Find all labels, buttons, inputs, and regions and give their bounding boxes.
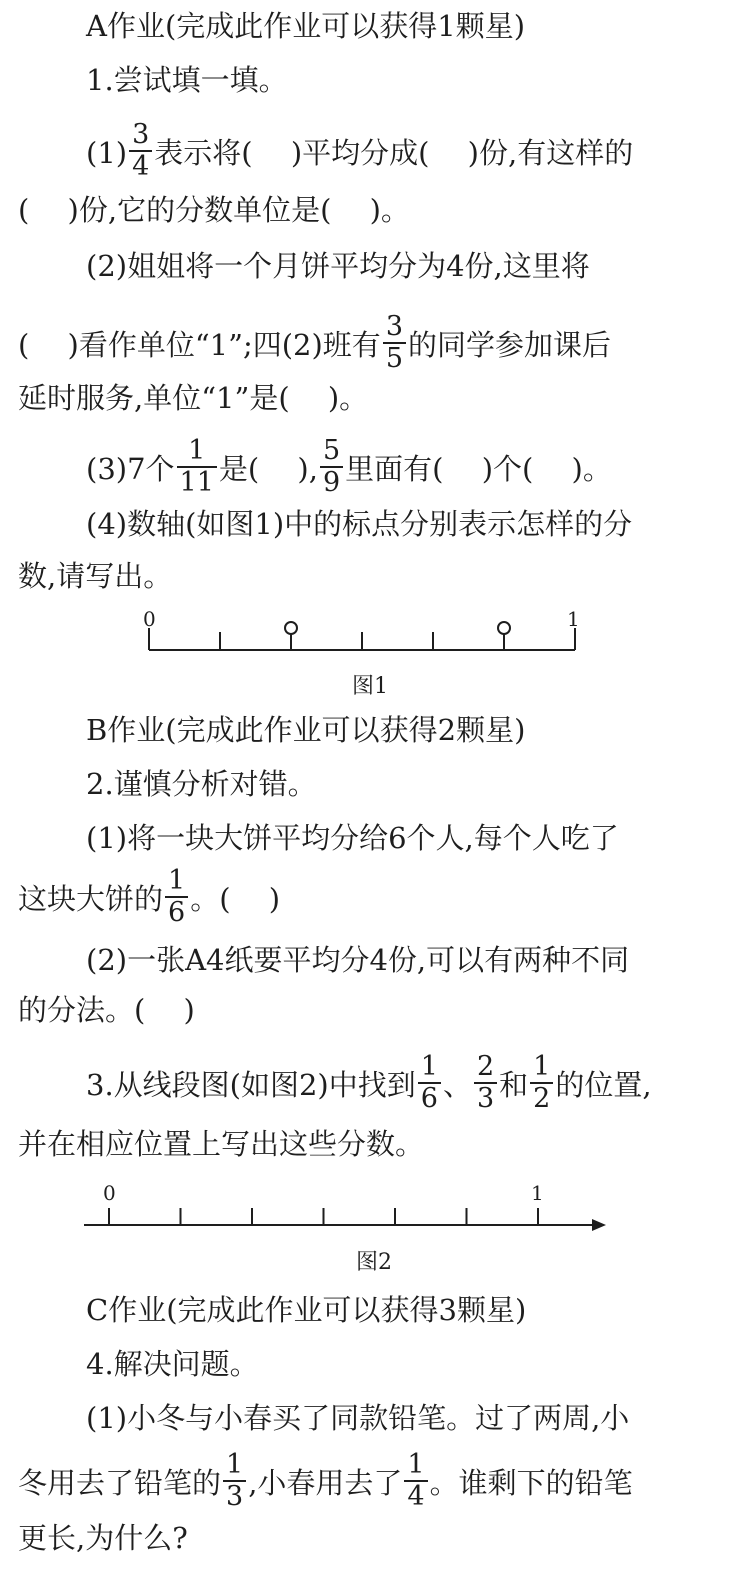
fraction-1-6: $\frac{1}{6}$ — [165, 866, 188, 928]
question-text: 的位置, — [555, 1068, 652, 1102]
question-text: 。谁剩下的铅笔 — [429, 1466, 633, 1500]
label-1: 1 — [567, 607, 580, 631]
fraction-3-5: $\frac{3}{5}$ — [383, 312, 406, 374]
question-2-2-line2: 的分法。( ) — [18, 993, 195, 1027]
section-b-heading: B作业(完成此作业可以获得2颗星) — [86, 713, 526, 747]
separator: 和 — [499, 1068, 529, 1102]
arrow-head-icon — [592, 1219, 606, 1231]
question-text: 是( ), — [218, 452, 318, 486]
fraction-2-3: $\frac{2}{3}$ — [474, 1052, 497, 1114]
question-text: 。( ) — [190, 882, 281, 916]
fraction-1-3: $\frac{1}{3}$ — [223, 1450, 246, 1512]
question-2-title: 2.谨慎分析对错。 — [86, 767, 317, 801]
question-3-line2: 并在相应位置上写出这些分数。 — [18, 1127, 425, 1161]
separator: 、 — [442, 1068, 472, 1102]
question-text: ,小春用去了 — [248, 1466, 403, 1500]
item-number: (1) — [86, 136, 128, 170]
question-1-2-line3: 延时服务,单位“1”是( )。 — [18, 381, 369, 415]
fraction-5-9: $\frac{5}{9}$ — [320, 436, 343, 498]
question-text: 3.从线段图(如图2)中找到 — [86, 1068, 416, 1102]
question-4-title: 4.解决问题。 — [86, 1347, 259, 1381]
question-1-title: 1.尝试填一填。 — [86, 63, 288, 97]
label-1: 1 — [531, 1181, 544, 1205]
figure-2-caption: 图2 — [356, 1250, 392, 1275]
section-c-heading: C作业(完成此作业可以获得3颗星) — [86, 1293, 527, 1327]
label-0: 0 — [143, 607, 156, 631]
label-0: 0 — [103, 1181, 116, 1205]
fraction-1-2: $\frac{1}{2}$ — [530, 1052, 553, 1114]
figure-1-caption: 图1 — [352, 674, 388, 699]
question-text: 里面有( )个( )。 — [345, 452, 612, 486]
question-text: ( )看作单位“1”;四(2)班有 — [18, 328, 381, 362]
question-4-1-line1: (1)小冬与小春买了同款铅笔。过了两周,小 — [86, 1401, 630, 1435]
question-1-4-line1: (4)数轴(如图1)中的标点分别表示怎样的分 — [86, 507, 633, 541]
question-text: 的同学参加课后 — [408, 328, 612, 362]
fraction-1-4: $\frac{1}{4}$ — [404, 1450, 427, 1512]
question-2-1-line1: (1)将一块大饼平均分给6个人,每个人吃了 — [86, 821, 619, 855]
question-text: 冬用去了铅笔的 — [18, 1466, 222, 1500]
question-4-1-line3: 更长,为什么? — [18, 1521, 188, 1555]
question-text: (3)7个 — [86, 452, 175, 486]
question-text: 这块大饼的 — [18, 882, 164, 916]
section-a-heading: A作业(完成此作业可以获得1颗星) — [86, 9, 526, 43]
question-text: 表示将( )平均分成( )份,有这样的 — [154, 136, 634, 170]
question-2-2-line1: (2)一张A4纸要平均分4份,可以有两种不同 — [86, 943, 630, 977]
question-1-1-line2: ( )份,它的分数单位是( )。 — [18, 193, 410, 227]
question-4-1-line2 — [18, 1449, 633, 1512]
fraction-1-6: $\frac{1}{6}$ — [418, 1052, 441, 1114]
fraction-1-11: $\frac{1}{11}$ — [177, 436, 217, 498]
fraction-3-4: $\frac{3}{4}$ — [129, 120, 152, 182]
question-1-2-line1: (2)姐姐将一个月饼平均分为4份,这里将 — [86, 249, 590, 283]
question-1-4-line2: 数,请写出。 — [18, 559, 173, 593]
